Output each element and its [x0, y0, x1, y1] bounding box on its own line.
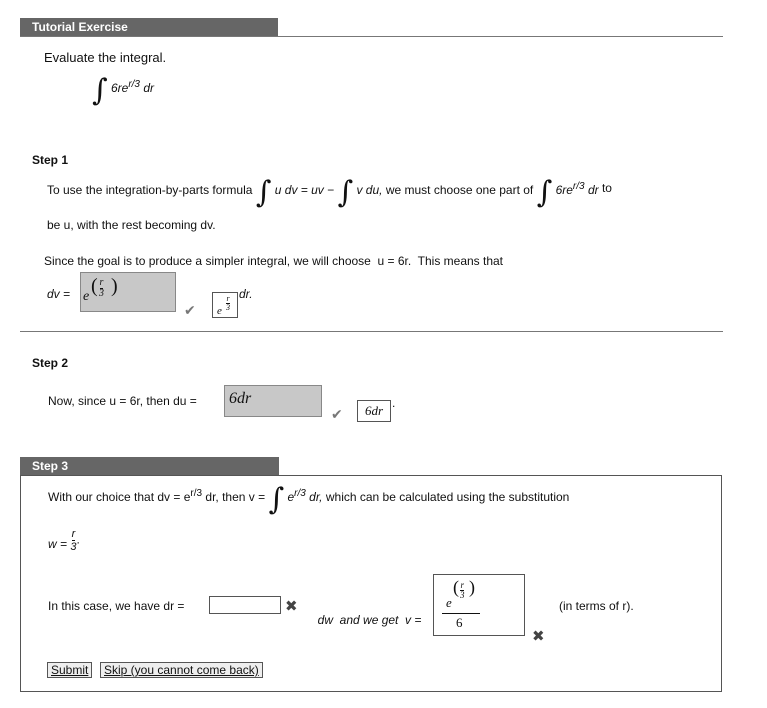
intro-integral: ∫ $6re^{r/3}$ dr	[92, 73, 155, 108]
intro-prompt: Evaluate the integral.	[44, 50, 167, 65]
step2-label: Step 2	[32, 356, 69, 370]
checkmark-icon: ✔	[331, 406, 343, 422]
submit-button[interactable]: Submit	[47, 662, 92, 678]
step1-line1: To use the integration-by-parts formula ∫ u dv = uv − ∫ v du, we must choose one part of ∫ $6re^{r/3}$ dr to	[47, 175, 612, 210]
integral-sign-icon: ∫	[268, 482, 285, 517]
step1-label: Step 1	[32, 153, 69, 167]
step1-divider	[20, 331, 723, 332]
dv-fraction: $\frac{r}{3}$	[99, 277, 104, 299]
integral-sign-icon: ∫	[92, 73, 108, 108]
dw-text: dw and we get v =	[317, 613, 422, 627]
integral-sign-icon: ∫	[255, 175, 272, 210]
step1-line3: Since the goal is to produce a simpler integral, we will choose u = 6r. This means that	[44, 254, 504, 268]
step2-period: .	[392, 396, 396, 410]
dv-label: dv =	[47, 287, 71, 301]
step2-text: Now, since u = 6r, then du =	[48, 394, 197, 408]
case-text: In this case, we have dr =	[48, 599, 185, 613]
du-answer-field[interactable]: 6dr	[224, 385, 322, 417]
v-answer-field[interactable]: e ( $\frac{r}{3}$ ) 6	[433, 574, 525, 636]
dv-suffix: dr.	[239, 287, 253, 301]
dv-correct-answer: e $\frac{r}{3}$	[212, 292, 238, 318]
integral-sign-icon: ∫	[337, 175, 354, 210]
substitution: w = $\frac{r}{3}$ .	[48, 528, 80, 553]
skip-button[interactable]: Skip (you cannot come back)	[100, 662, 263, 678]
du-correct-answer: 6dr	[357, 400, 391, 422]
step3-line1: With our choice that dv = $e^{r/3}$ dr, then v = ∫ $e^{r/3}$ dr, which can be calculated using the substitution	[48, 482, 570, 517]
terms-text: (in terms of r).	[559, 599, 634, 613]
integral-sign-icon: ∫	[536, 175, 553, 210]
tutorial-header	[20, 18, 278, 36]
dr-input[interactable]	[209, 596, 281, 614]
step1-line2: be u, with the rest becoming dv.	[47, 218, 216, 232]
checkmark-icon: ✔	[184, 302, 196, 318]
incorrect-x-icon: ✖	[285, 598, 298, 615]
step3-header: Step 3	[20, 457, 279, 475]
dv-answer-field[interactable]: e ( $\frac{r}{3}$ )	[80, 272, 176, 312]
tutorial-title: Tutorial Exercise	[32, 20, 128, 34]
incorrect-x-icon: ✖	[532, 628, 545, 645]
header-rule	[20, 36, 723, 37]
